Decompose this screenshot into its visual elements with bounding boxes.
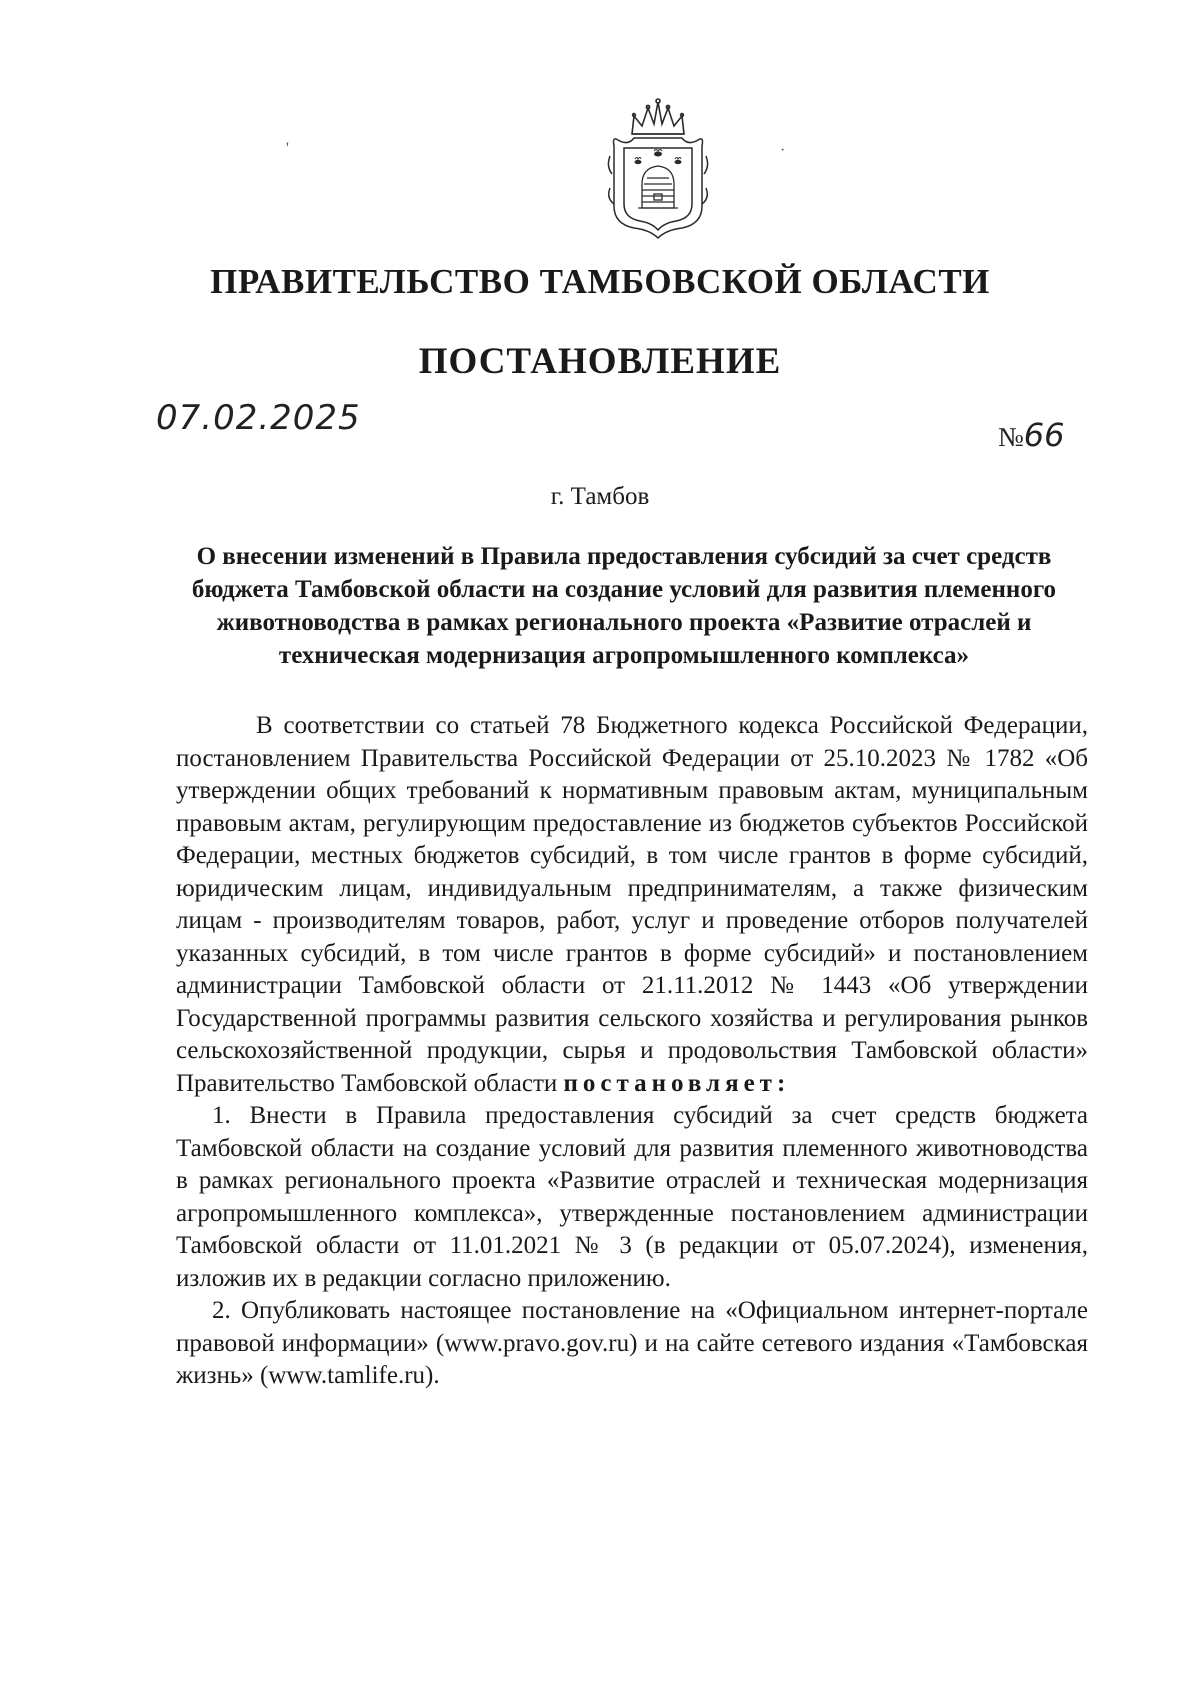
preamble-paragraph (176, 710, 1088, 1100)
item-1-paragraph: 1. Внести в Правила предоставления субсидий за счет средств бюджета Тамбовской области на создание условий для развития племенного животноводства в рамках регионального проекта «Развитие отраслей и техническая модернизация агропромышленного комплекса», утвержденные постановлением администрации Тамбовской области от 11.01.2021 № 3 (в редакции от 05.07.2024), изменения, изложив их в редакции согласно приложению. (176, 1102, 1088, 1292)
number-sign: № (998, 422, 1024, 452)
city-line: г. Тамбов (550, 483, 650, 510)
document-subject: О внесении изменений в Правила предоставления субсидий за счет средств бюджета Тамбовской области на создание условий для развития племенного животноводства в рамках регионального проекта «Развитие отраслей и техническая модернизация агропромышленного комплекса» (191, 543, 1057, 669)
item-2-paragraph: 2. Опубликовать настоящее постановление на «Официальном интернет-портале правовой информации» (www.pravo.gov.ru) и на сайте сетевого издания «Тамбовская жизнь» (www.tamlife.ru). (176, 1297, 1088, 1389)
document-date: 07.02.2025 (156, 398, 361, 438)
document-number (998, 416, 1064, 454)
number-value: 66 (1023, 416, 1065, 454)
document-type-title: ПОСТАНОВЛЕНИЕ (418, 341, 782, 382)
tambov-coat-of-arms-icon (604, 96, 712, 240)
document-body (176, 710, 1088, 1393)
government-title: ПРАВИТЕЛЬСТВО ТАМБОВСКОЙ ОБЛАСТИ (210, 262, 990, 301)
preamble-text: В соответствии со статьей 78 Бюджетного кодекса Российской Федерации, постановлением Правительства Российской Федерации от 25.10.2023 № 1782 «Об утверждении общих требований к нормативным правовым актам, муниципальным правовым актам, регулирующим предоставление из бюджетов субъектов Российской Федерации, местных бюджетов субсидий, в том числе грантов в форме субсидий, юридическим лицам, индивидуальным предпринимателям, а также физическим лицам - производителям товаров, работ, услуг и проведение отборов получателей указанных субсидий, в том числе грантов в форме субсидий» и постановлением администрации Тамбовской области от 21.11.2012 № 1443 «Об утверждении Государственной программы развития сельского хозяйства и регулирования рынков сельскохозяйственной продукции, сырья и продовольствия Тамбовской области» Правительство Тамбовской области (176, 712, 1088, 1097)
scan-mark: ' (286, 140, 289, 157)
scan-mark: · (780, 142, 786, 159)
resolves-word: постановляет: (563, 1069, 791, 1097)
